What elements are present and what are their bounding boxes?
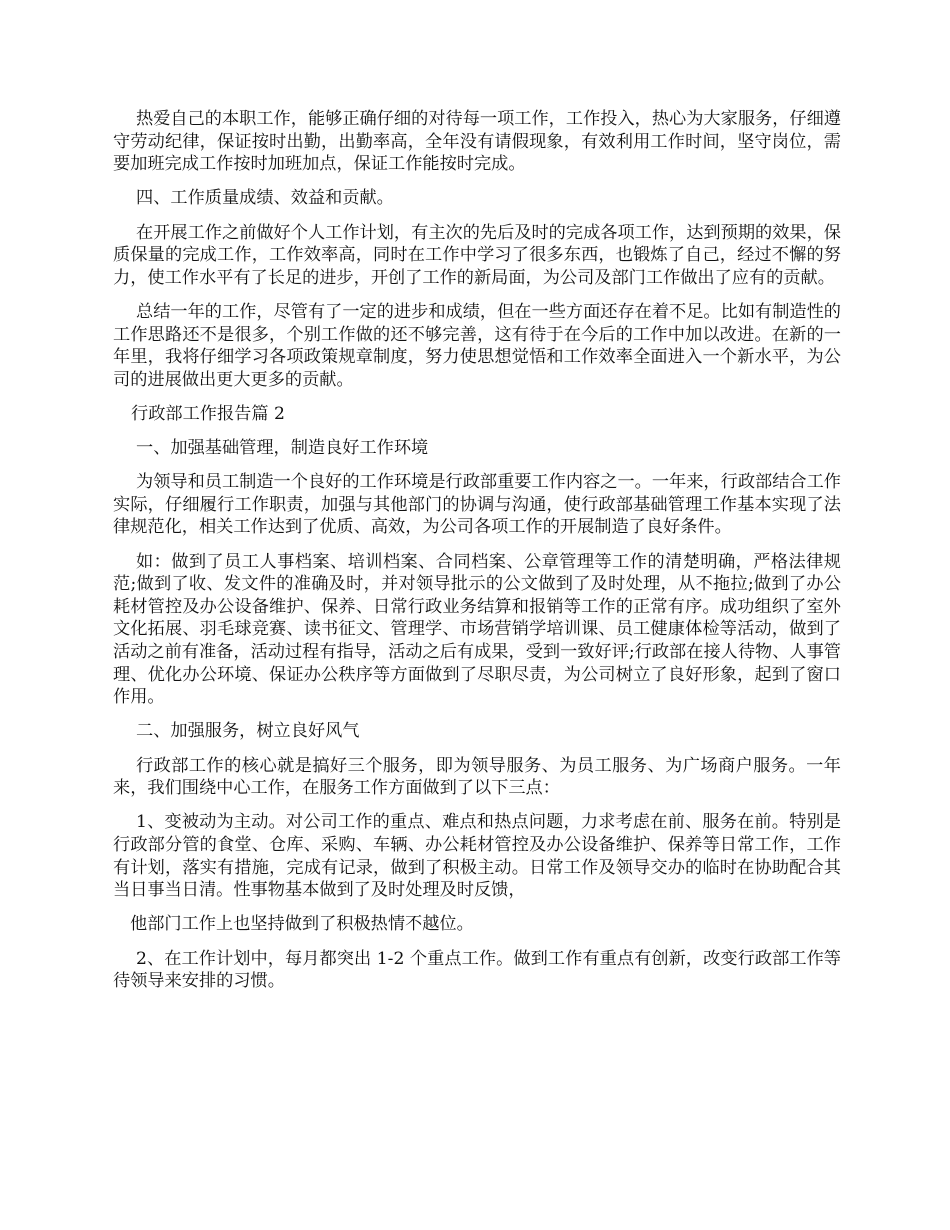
report-title-part-2: 行政部工作报告篇 2 (131, 403, 285, 424)
paragraph-work-environment: 为领导和员工制造一个良好的工作环境是行政部重要工作内容之一。一年来，行政部结合工作实际，仔细履行工作职责，加强与其他部门的协调与沟通，使行政部基础管理工作基本实现了法律规范化，相关工作达到了优质、高效，为公司各项工作的开展制造了良好条件。 (113, 472, 841, 538)
section-heading-basic-management: 一、加强基础管理，制造良好工作环境 (136, 438, 429, 459)
paragraph-point-1: 1、变被动为主动。对公司工作的重点、难点和热点问题，力求考虑在前、服务在前。特别是行政部分管的食堂、仓库、采购、车辆、办公耗材管控及办公设备维护、保养等日常工作，工作有计划，落实有措施，完成有记录，做到了积极主动。日常工作及领导交办的临时在协助配合其当日事当日清。性事物基本做到了及时处理及时反馈， (113, 812, 841, 901)
paragraph-other-departments: 他部门工作上也坚持做到了积极热情不越位。 (130, 914, 474, 935)
document-body (113, 108, 841, 1004)
paragraph-examples: 如：做到了员工人事档案、培训档案、合同档案、公章管理等工作的清楚明确，严格法律规范;做到了收、发文件的准确及时，并对领导批示的公文做到了及时处理，从不拖拉;做到了办公耗材管控及办公设备维护、保养、日常行政业务结算和报销等工作的正常有序。成功组织了室外文化拓展、羽毛球竞赛、读书征文、管理学、市场营销学培训课、员工健康体检等活动，做到了活动之前有准备，活动过程有指导，活动之后有成果，受到一致好评;行政部在接人待物、人事管理、优化办公环境、保证办公秩序等方面做到了尽职尽责，为公司树立了良好形象，起到了窗口作用。 (113, 551, 841, 708)
paragraph-service-core: 行政部工作的核心就是搞好三个服务，即为领导服务、为员工服务、为广场商户服务。一年来，我们围绕中心工作，在服务工作方面做到了以下三点： (113, 755, 841, 799)
section-heading-quality: 四、工作质量成绩、效益和贡献。 (136, 188, 394, 209)
paragraph-work-attitude: 热爱自己的本职工作，能够正确仔细的对待每一项工作，工作投入，热心为大家服务，仔细遵守劳动纪律，保证按时出勤，出勤率高，全年没有请假现象，有效利用工作时间，坚守岗位，需要加班完成工作按时加班加点，保证工作能按时完成。 (113, 109, 841, 175)
paragraph-work-plan: 在开展工作之前做好个人工作计划，有主次的先后及时的完成各项工作，达到预期的效果，保质保量的完成工作，工作效率高，同时在工作中学习了很多东西，也锻炼了自己，经过不懈的努力，使工作水平有了长足的进步，开创了工作的新局面，为公司及部门工作做出了应有的贡献。 (113, 222, 841, 288)
section-heading-service: 二、加强服务，树立良好风气 (136, 721, 360, 742)
paragraph-point-2: 2、在工作计划中，每月都突出 1-2 个重点工作。做到工作有重点有创新，改变行政部工作等待领导来安排的习惯。 (113, 948, 841, 992)
paragraph-year-summary: 总结一年的工作，尽管有了一定的进步和成绩，但在一些方面还存在着不足。比如有制造性的工作思路还不是很多，个别工作做的还不够完善，这有待于在今后的工作中加以改进。在新的一年里，我将仔细学习各项政策规章制度，努力使思想觉悟和工作效率全面进入一个新水平，为公司的进展做出更大更多的贡献。 (113, 301, 841, 390)
